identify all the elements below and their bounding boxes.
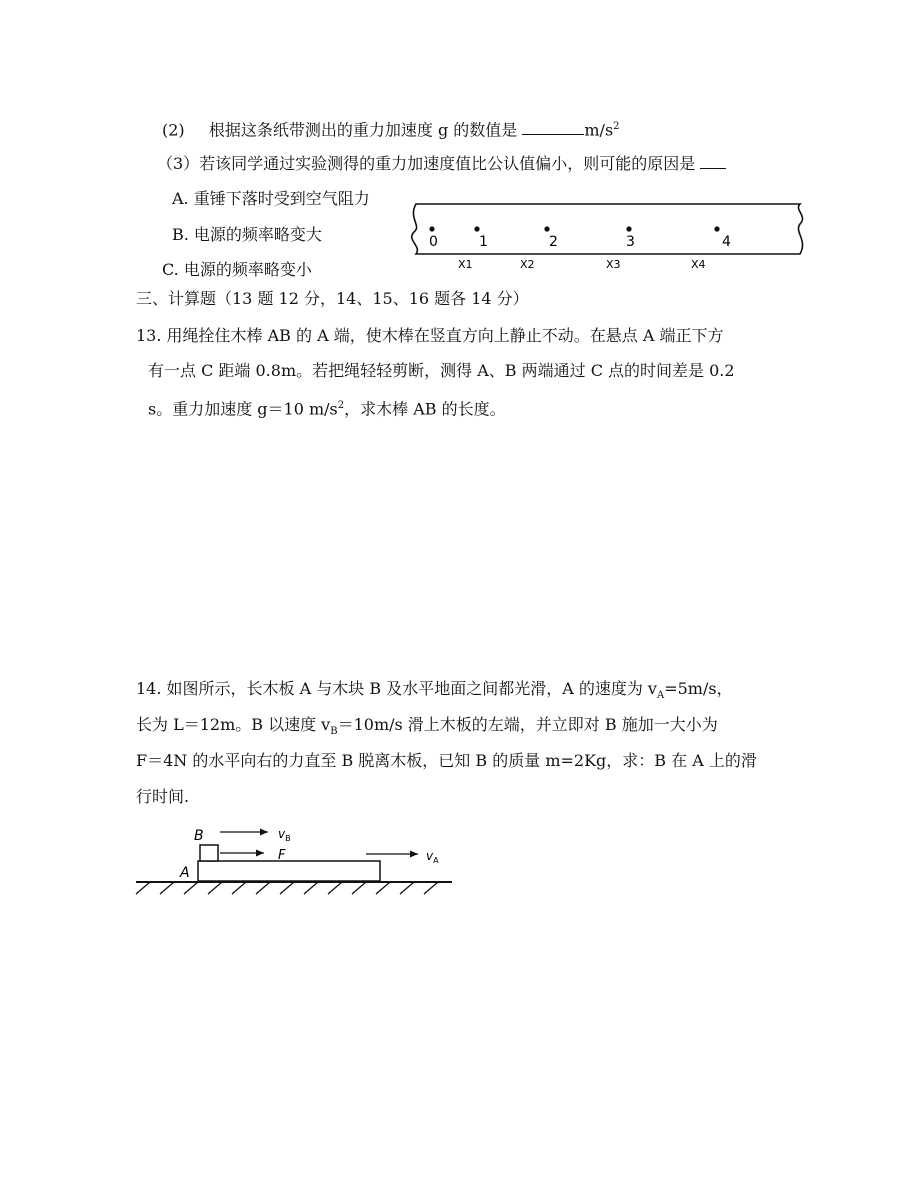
q14-line1-a: 14. 如图所示，长木板 A 与木块 B 及水平地面之间都光滑，A 的速度为 v — [136, 679, 657, 698]
label-a: A — [180, 865, 190, 881]
q14-line4: 行时间. — [136, 787, 190, 806]
q13-line1: 13. 用绳拴住木棒 AB 的 A 端，使木棒在竖直方向上静止不动。在悬点 A 端正下方 — [136, 326, 724, 345]
q13-line3-a: s — [148, 399, 157, 419]
q14-line2-a: 长为 L＝12m。B 以速度 v — [136, 715, 331, 734]
label-vb: $v_B$ — [278, 827, 291, 843]
q12-part2-number: (2) — [162, 120, 185, 140]
tape-dot — [626, 226, 631, 231]
option-b: B. 电源的频率略变大 — [172, 225, 322, 244]
tape-segment-label: X3 — [606, 258, 621, 271]
board-block-figure — [130, 824, 460, 900]
q14-line2 — [136, 714, 718, 743]
tape-point-label: 2 — [549, 234, 558, 250]
label-f: F — [278, 848, 286, 863]
q14-line2-b: ＝10m/s 滑上木板的左端，并立即对 B 施加一大小为 — [337, 715, 718, 734]
tape-dot — [544, 226, 549, 231]
board-a — [198, 861, 380, 881]
paper-tape-figure — [396, 196, 816, 276]
q12-part3-text-b: 小，则可能的原因是 — [551, 154, 696, 173]
q14-line1 — [136, 678, 733, 707]
tape-point-label: 3 — [626, 234, 635, 250]
tape-dot — [474, 226, 479, 231]
q13-line3-b: 。重力加速度 g＝10 m/s — [156, 399, 338, 419]
tape-segment-label: X2 — [520, 258, 535, 271]
q14-line1-sub: A — [656, 690, 665, 702]
tape-point-label: 1 — [479, 234, 488, 250]
q12-part2 — [162, 116, 620, 141]
q13-line3-c: ，求木棒 AB 的长度。 — [344, 399, 506, 419]
q12-part2-unit-sup: 2 — [613, 121, 620, 132]
tape-point-label: 4 — [722, 234, 731, 250]
q14-line1-b: =5m/s， — [664, 679, 733, 698]
q13-line2: 有一点 C 距端 0.8m。若把绳轻轻剪断，测得 A、B 两端通过 C 点的时间差是 0.2 — [148, 361, 735, 380]
answer-blank[interactable] — [522, 118, 584, 135]
arrowhead-f — [256, 850, 264, 857]
q14-line3: F＝4N 的水平向右的力直至 B 脱离木板，已知 B 的质量 m=2Kg，求：B 在 A 上的滑 — [136, 751, 757, 770]
answer-blank[interactable] — [700, 152, 726, 169]
arrowhead-vb — [260, 829, 268, 836]
tape-dot — [714, 226, 719, 231]
q13-line3 — [148, 395, 506, 420]
tape-dot — [429, 226, 434, 231]
q14-line2-sub: B — [330, 726, 338, 738]
tape-point-label: 0 — [429, 234, 438, 250]
tape-segment-label: X4 — [691, 258, 706, 271]
option-a: A. 重锤下落时受到空气阻力 — [172, 189, 370, 208]
block-b — [200, 845, 218, 861]
q12-part2-text: 根据这条纸带测出的重力加速度 g 的数值是 — [208, 120, 518, 140]
tape-outline — [412, 204, 803, 254]
q12-part2-unit: m/s — [584, 120, 614, 140]
label-b: B — [194, 828, 204, 844]
section-title: 三、计算题（13 题 12 分，14、15、16 题各 14 分） — [136, 289, 529, 308]
q12-part3-text-a: （3）若该同学通过实验测得的重力加速度值比公认值偏 — [157, 154, 552, 173]
q12-part3 — [157, 152, 726, 175]
option-c: C. 电源的频率略变小 — [162, 260, 312, 279]
arrowhead-va — [410, 851, 418, 858]
label-va: $v_A$ — [426, 849, 439, 865]
tape-segment-label: X1 — [458, 258, 473, 271]
q13-line3-sup: 2 — [337, 400, 345, 411]
ground-hatching — [136, 882, 438, 894]
